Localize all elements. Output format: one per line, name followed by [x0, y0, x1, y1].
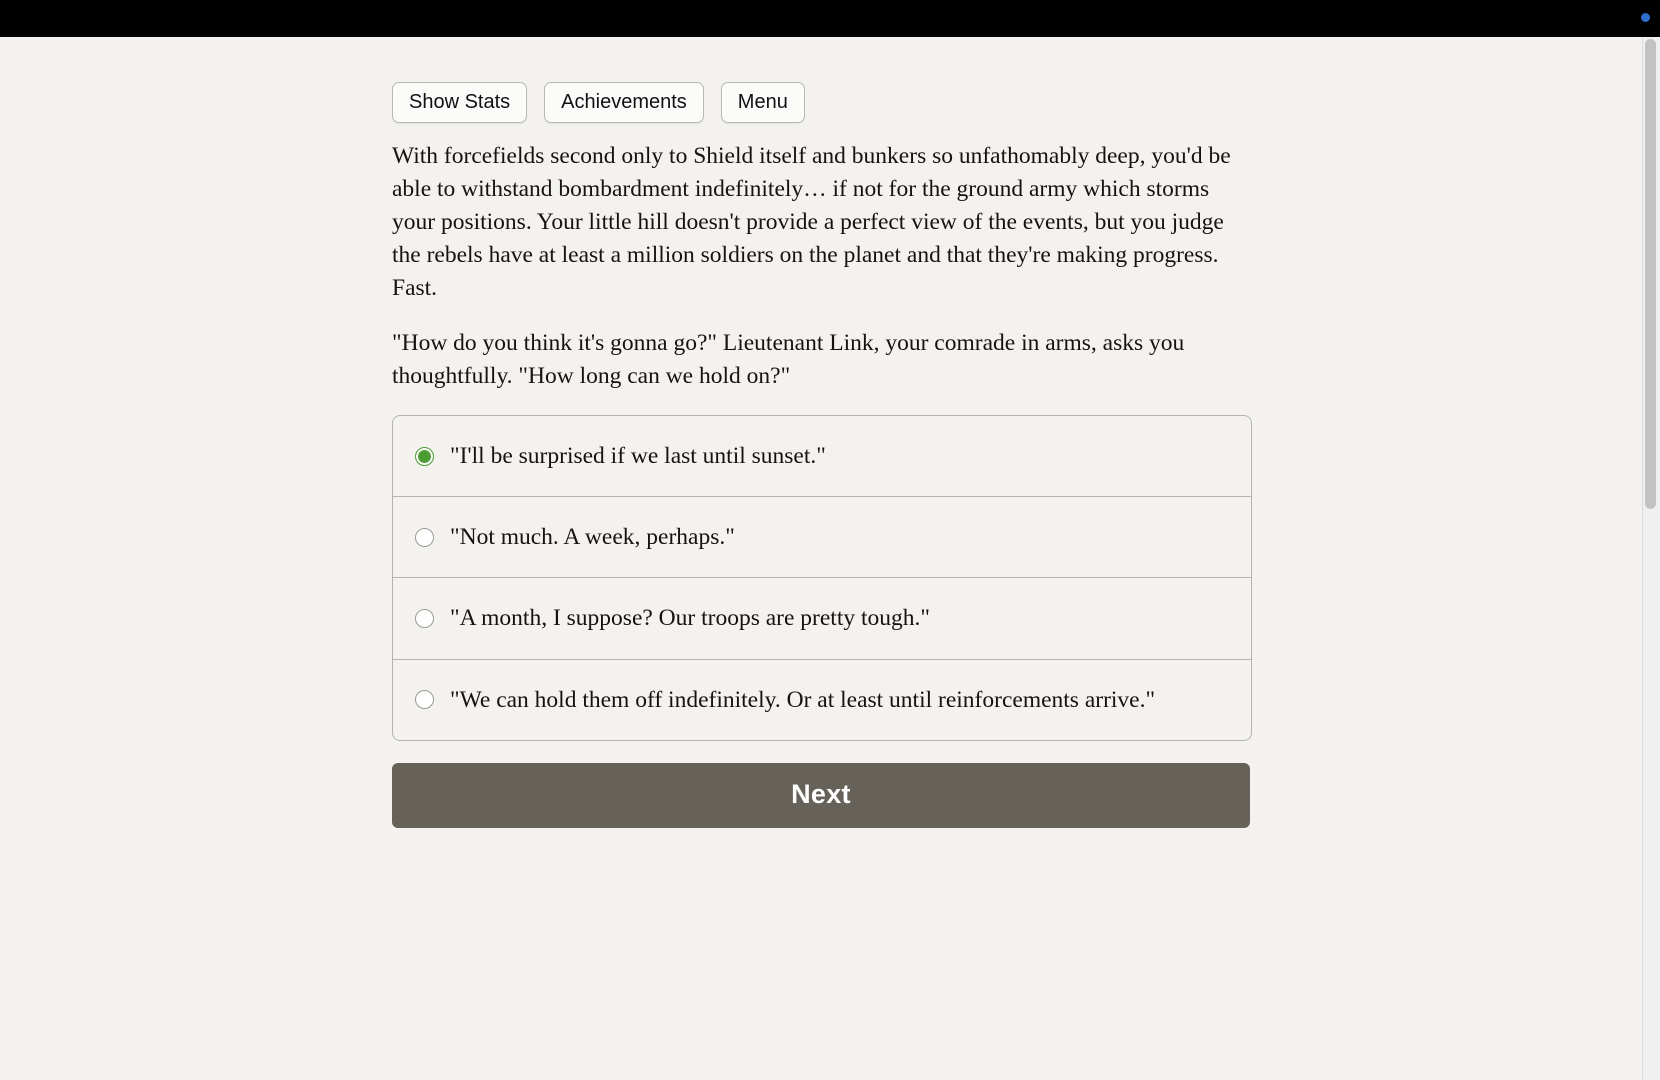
choice-list	[392, 415, 1252, 741]
choice-option-2[interactable]	[393, 497, 1251, 578]
top-button-row	[392, 82, 1252, 123]
game-content	[392, 82, 1252, 828]
choice-label-2: "Not much. A week, perhaps."	[450, 524, 735, 551]
scrollbar-thumb[interactable]	[1645, 39, 1656, 509]
choice-option-3[interactable]	[393, 578, 1251, 659]
menu-button[interactable]: Menu	[721, 82, 805, 123]
choice-label-4: "We can hold them off indefinitely. Or at least until reinforcements arrive."	[450, 686, 1156, 713]
choice-option-1[interactable]	[393, 416, 1251, 497]
story-paragraph-1: With forcefields second only to Shield itself and bunkers so unfathomably deep, you'd be able to withstand bombardment indefinitely… if not for the ground army which storms your positions. Your little hill doesn't provide a perfect view of the events, but you judge the rebels have at least a million soldiers on the planet and that they're making progress. Fast.	[392, 143, 1231, 301]
achievements-button[interactable]: Achievements	[544, 82, 704, 123]
choice-option-4[interactable]	[393, 660, 1251, 740]
radio-icon[interactable]	[415, 528, 434, 547]
choice-label-3: "A month, I suppose? Our troops are pretty tough."	[450, 605, 930, 632]
status-indicator-dot	[1641, 13, 1650, 22]
window-titlebar	[0, 0, 1660, 37]
show-stats-button[interactable]: Show Stats	[392, 82, 527, 123]
story-paragraph-2: "How do you think it's gonna go?" Lieutenant Link, your comrade in arms, asks you thoughtfully. "How long can we hold on?"	[392, 330, 1185, 389]
next-button[interactable]: Next	[392, 763, 1250, 828]
radio-icon-selected[interactable]	[415, 447, 434, 466]
game-page	[0, 37, 1643, 1080]
radio-icon[interactable]	[415, 690, 434, 709]
radio-icon[interactable]	[415, 609, 434, 628]
vertical-scrollbar[interactable]	[1642, 37, 1660, 1080]
choice-label-1: "I'll be surprised if we last until sunset."	[450, 443, 826, 469]
